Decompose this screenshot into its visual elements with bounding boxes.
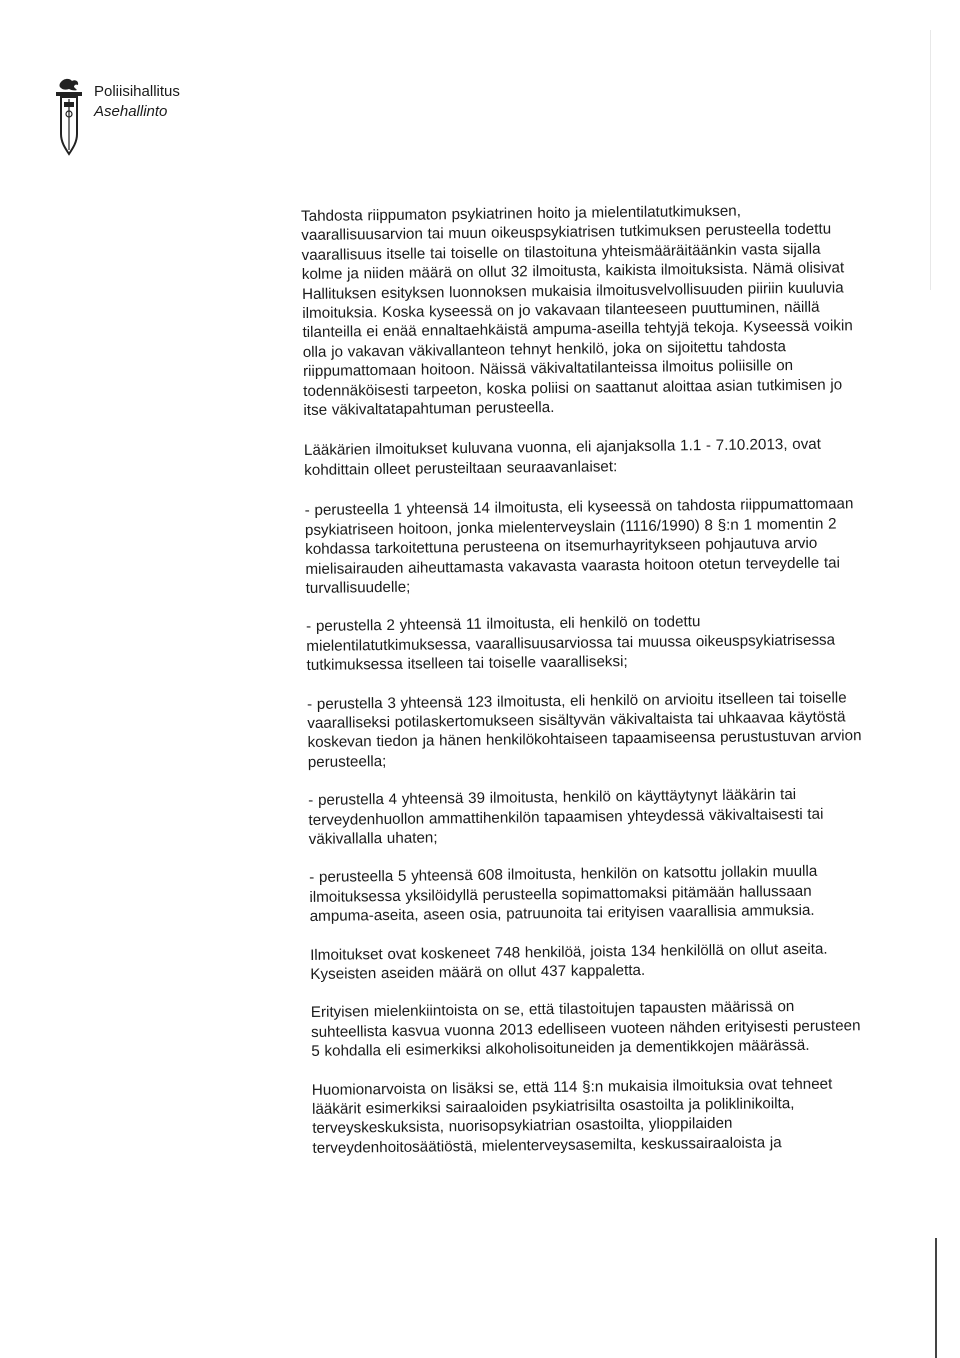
organization-unit: Asehallinto bbox=[94, 103, 168, 120]
letterhead bbox=[52, 76, 180, 156]
paragraph-noteworthy: Erityisen mielenkiintoista on se, että tilastoitujen tapausten määrissä on suhteellista kasvua vuonna 2013 edelliseen vuoteen nähden erityisesti perusteen 5 kohdalla eli esimerkiksi alkoholisoituneiden ja dementikkojen määrässä. bbox=[310, 998, 861, 1061]
paragraph-period: Lääkärien ilmoitukset kuluvana vuonna, eli ajanjaksolla 1.1 - 7.10.2013, ovat kohdittain olleet perusteiltaan seuraavanlaiset: bbox=[303, 436, 822, 479]
scan-edge-shadow bbox=[930, 30, 931, 290]
police-emblem-icon bbox=[52, 76, 86, 156]
list-item-ground-3: - perustella 3 yhteensä 123 ilmoitusta, eli henkilö on arvioitu itselleen tai toiselle vaaralliseksi potilaskertomukseen sisältyvän väkivaltaista tai uhkaavaa käytöstä koskevan tiedon ja hänen henkilökohtaiseen tapaamiseensa perustustuvan arvion perusteella; bbox=[306, 688, 862, 771]
list-item-ground-2: - perustella 2 yhteensä 11 ilmoitusta, eli henkilö on todettu mielentilatutkimuksessa, vaarallisuusarviossa tai muussa oikeuspsykiatrisessa tutkimuksessa itselleen tai toiselle vaaralliseksi; bbox=[306, 613, 836, 675]
organization-name: Poliisihallitus bbox=[94, 83, 180, 100]
scan-edge-mark bbox=[935, 1238, 937, 1358]
paragraph-summary: Ilmoitukset ovat koskeneet 748 henkilöä, joista 134 henkilöllä on ollut aseita. Kyseisten aseiden määrä on ollut 437 kappaletta. bbox=[310, 940, 828, 983]
list-item-ground-4: - perustella 4 yhteensä 39 ilmoitusta, henkilö on käyttäytynyt lääkärin tai terveydenhuollon ammattihenkilön tapaamisen yhteydessä väkivaltaisesti tai väkivallalla uhaten; bbox=[308, 786, 824, 848]
organization-block bbox=[94, 76, 180, 122]
paragraph-remark: Huomionarvoista on lisäksi se, että 114 §:n mukaisia ilmoituksia ovat tehneet lääkärit esimerkiksi sairaaloiden psykiatrisilta osastoilta ja poliklinikoilta, terveyskeskuksista, nuorisopsykiatrian osastoilta, ylioppilaiden terveydenhoitosäätiöstä, mielenterveysasemilta, keskussairaaloista ja bbox=[311, 1075, 833, 1157]
list-item-ground-1: - perusteella 1 yhteensä 14 ilmoitusta, eli kyseessä on tahdosta riippumattomaan psykiatriseen hoitoon, jonka mielenterveyslain (1116/1990) 8 §:n 1 momentin 2 kohdassa tarkoitettuna perusteena on itsemurhayritykseen pohjautuva arvio mielisairauden aiheuttamasta vakavasta vaarasta hoitoon otetun terveydelle tai turvallisuudelle; bbox=[304, 495, 854, 597]
letter-body bbox=[301, 200, 875, 1158]
paragraph-intro: Tahdosta riippumaton psykiatrinen hoito ja mielentilatutkimuksen, vaarallisuusarvion tai muun oikeuspsykiatrisen tutkimuksen perusteella todettu vaarallisuus itselle tai toiselle on tilastoituna yhteismääräitäänkin vasta sijalla kolme ja niiden määrä on ollut 32 ilmoitusta, kaikista ilmoituksista. Nämä olisivat Hallituksen esityksen luonnoksen mukaisia ilmoitusvelvollisuuden piiriin kuuluvia ilmoituksia. Koska kyseessä on jo vakavaan tilanteeseen puuttuminen, näillä tilanteilla ei enää ennaltaehkäistä ampuma-aseilla tehtyjä tekoja. Kyseessä voikin olla jo vakavan väkivallanteon tehnyt henkilö, joka on sijoitettu tahdosta riippumattomaan hoitoon. Näissä väkivaltatilanteissa ilmoitus poliisille on todennäköisesti tarpeeton, koska poliisi on saattanut aloittaa asian tutkimisen jo itse väkivaltatapahtuman perusteella. bbox=[301, 202, 853, 420]
list-item-ground-5: - perusteella 5 yhteensä 608 ilmoitusta, henkilön on katsottu jollakin muulla ilmoituksessa yksilöidyllä perusteella sopimattomaksi pitämään hallussaan ampuma-aseita, aseen osia, patruunoita tai erityisen vaarallisia ammuksia. bbox=[309, 863, 818, 926]
